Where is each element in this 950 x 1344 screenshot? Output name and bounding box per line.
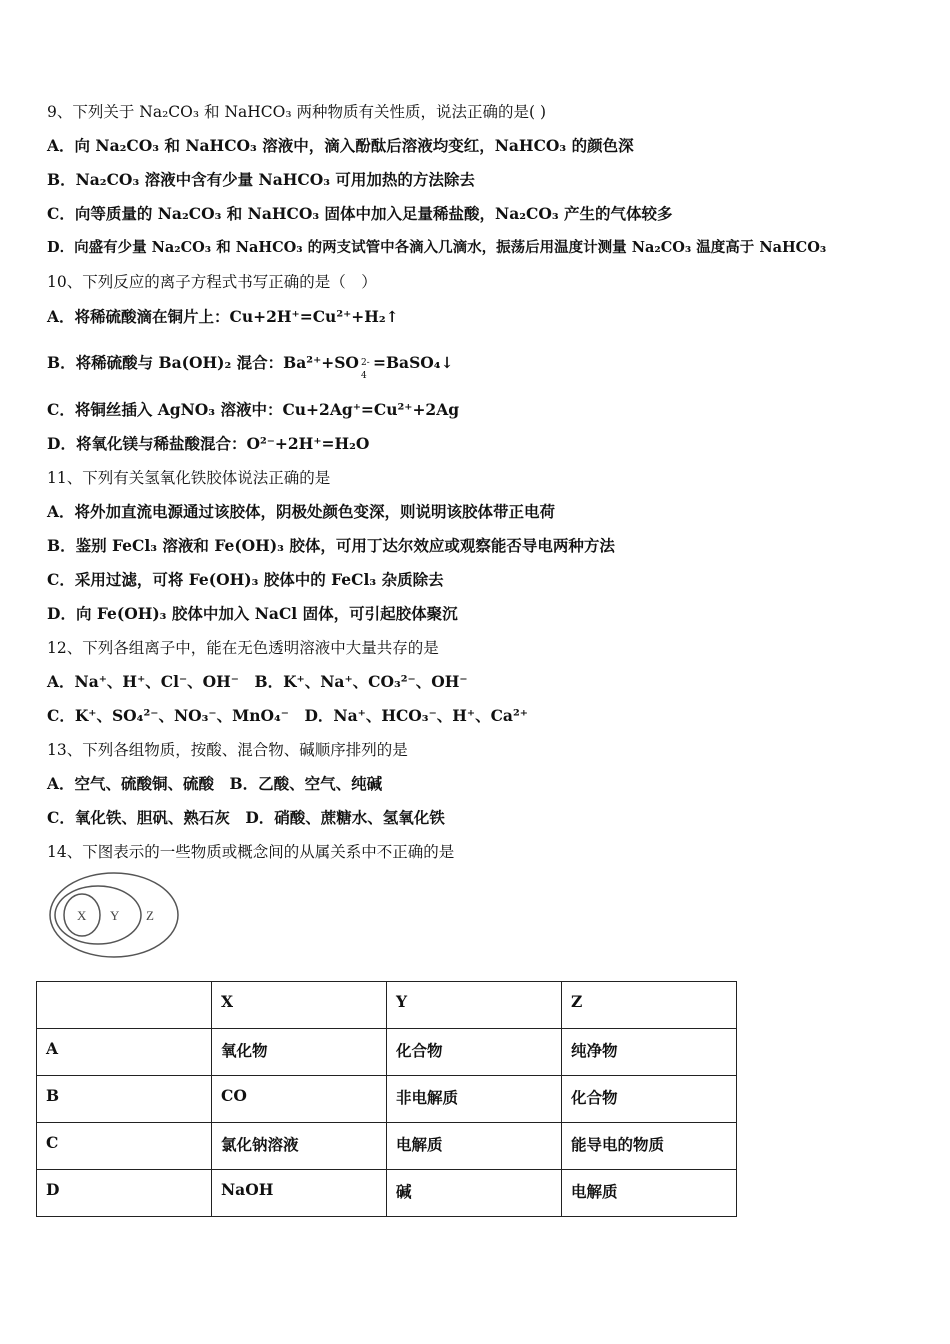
q10-option-c: C．将铜丝插入 AgNO₃ 溶液中：Cu+2Ag⁺=Cu²⁺+2Ag [47, 400, 460, 419]
q9-stem: 9、下列关于 Na₂CO₃ 和 NaHCO₃ 两种物质有关性质，说法正确的是( ) [47, 103, 546, 121]
q10-option-b-post: =BaSO₄↓ [372, 353, 454, 372]
table-row [37, 1029, 737, 1076]
q14-stem: 14、下图表示的一些物质或概念间的从属关系中不正确的是 [47, 843, 455, 861]
table-cell: CO [212, 1076, 387, 1123]
q13-stem: 13、下列各组物质，按酸、混合物、碱顺序排列的是 [47, 741, 408, 759]
table-cell: 氯化钠溶液 [212, 1123, 387, 1170]
q10-stem: 10、下列反应的离子方程式书写正确的是（ ） [47, 273, 377, 291]
diagram-label-z: Z [146, 908, 154, 923]
q10-option-b-pre: B．将稀硫酸与 Ba(OH)₂ 混合：Ba²⁺+SO [47, 353, 359, 372]
table-cell: D [37, 1170, 212, 1217]
table-row [37, 1123, 737, 1170]
q9-option-b: B．Na₂CO₃ 溶液中含有少量 NaHCO₃ 可用加热的方法除去 [47, 170, 475, 189]
table-cell: 碱 [387, 1170, 562, 1217]
ellipse-y [55, 886, 141, 944]
table-header-row [37, 982, 737, 1029]
q9-option-a: A．向 Na₂CO₃ 和 NaHCO₃ 溶液中，滴入酚酞后溶液均变红，NaHCO₃ 的颜色深 [47, 136, 634, 155]
table-cell: A [37, 1029, 212, 1076]
q11-option-a: A．将外加直流电源通过该胶体，阴极处颜色变深，则说明该胶体带正电荷 [47, 502, 556, 521]
table-cell: 能导电的物质 [562, 1123, 737, 1170]
table-header-cell: Y [387, 982, 562, 1029]
q9-option-d: D．向盛有少量 Na₂CO₃ 和 NaHCO₃ 的两支试管中各滴入几滴水，振荡后用温度计测量 Na₂CO₃ 温度高于 NaHCO₃ [47, 239, 827, 256]
diagram-label-x: X [77, 908, 87, 923]
q10-option-b [47, 353, 454, 381]
q12-options-cd: C．K⁺、SO₄²⁻、NO₃⁻、MnO₄⁻ D．Na⁺、HCO₃⁻、H⁺、Ca²⁺ [47, 706, 528, 725]
q9-option-c: C．向等质量的 Na₂CO₃ 和 NaHCO₃ 固体中加入足量稀盐酸，Na₂CO₃ 产生的气体较多 [47, 204, 673, 223]
q11-option-b: B．鉴别 FeCl₃ 溶液和 Fe(OH)₃ 胶体，可用丁达尔效应或观察能否导电两种方法 [47, 536, 615, 555]
table-cell: 电解质 [562, 1170, 737, 1217]
q12-stem: 12、下列各组离子中，能在无色透明溶液中大量共存的是 [47, 639, 439, 657]
table-cell: B [37, 1076, 212, 1123]
q13-options-cd: C．氧化铁、胆矾、熟石灰 D．硝酸、蔗糖水、氢氧化铁 [47, 808, 445, 827]
table-cell: 纯净物 [562, 1029, 737, 1076]
table-row [37, 1076, 737, 1123]
diagram-label-y: Y [110, 908, 120, 923]
table-header-cell: X [212, 982, 387, 1029]
table-cell: NaOH [212, 1170, 387, 1217]
table-cell: 非电解质 [387, 1076, 562, 1123]
q10-option-a: A．将稀硫酸滴在铜片上：Cu+2H⁺=Cu²⁺+H₂↑ [47, 307, 399, 326]
table-row [37, 1170, 737, 1217]
q13-options-ab: A．空气、硫酸铜、硫酸 B．乙酸、空气、纯碱 [47, 774, 383, 793]
sulfate-subscript: 4 [360, 371, 367, 381]
table-cell: 化合物 [387, 1029, 562, 1076]
nested-ellipse-diagram [44, 870, 184, 962]
q11-option-c: C．采用过滤，可将 Fe(OH)₃ 胶体中的 FeCl₃ 杂质除去 [47, 570, 444, 589]
table-cell: 电解质 [387, 1123, 562, 1170]
q12-options-ab: A．Na⁺、H⁺、Cl⁻、OH⁻ B．K⁺、Na⁺、CO₃²⁻、OH⁻ [47, 672, 468, 691]
q11-option-d: D．向 Fe(OH)₃ 胶体中加入 NaCl 固体，可引起胶体聚沉 [47, 604, 458, 623]
table-header-cell [37, 982, 212, 1029]
q10-option-d: D．将氧化镁与稀盐酸混合：O²⁻+2H⁺=H₂O [47, 434, 370, 453]
table-cell: C [37, 1123, 212, 1170]
table-cell: 化合物 [562, 1076, 737, 1123]
table-header-cell: Z [562, 982, 737, 1029]
sulfate-superscript: 2- [360, 358, 370, 368]
q14-answer-table [36, 981, 737, 1217]
q11-stem: 11、下列有关氢氧化铁胶体说法正确的是 [47, 469, 331, 487]
table-cell: 氧化物 [212, 1029, 387, 1076]
